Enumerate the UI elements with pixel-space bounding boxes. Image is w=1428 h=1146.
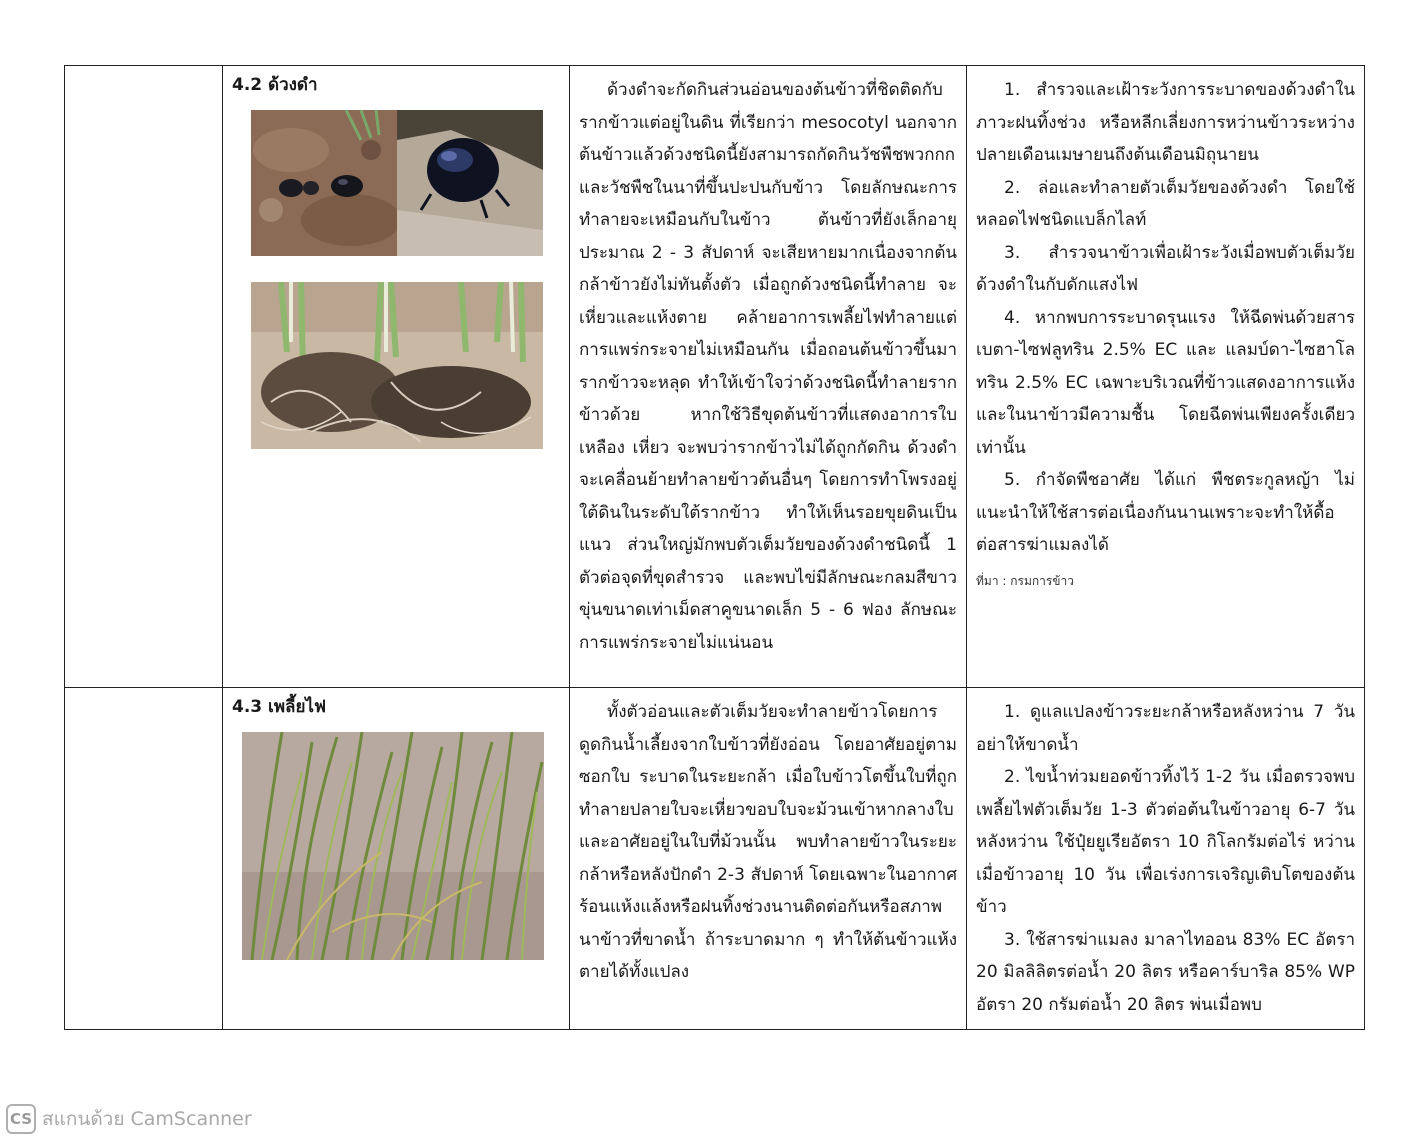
- beetle-damage-roots-photo: [251, 282, 543, 449]
- control-item: 3. สำรวจนาข้าวเพื่อเฝ้าระวังเมื่อพบตัวเต็มวัยด้วงดำในกับดักแสงไฟ: [976, 242, 1355, 295]
- pest-description: ด้วงดำจะกัดกินส่วนอ่อนของต้นข้าวที่ชิดติดกับรากข้าวแต่อยู่ในดิน ที่เรียกว่า mesocotyl นอกจากต้นข้าวแล้วด้วงชนิดนี้ยังสามารถกัดกินวัชพืชพวกกก และวัชพืชในนาที่ขึ้นปะปนกับข้าว โดยลักษณะการทำลายจะเหมือนกับในข้าว ต้นข้าวที่ยังเล็กอายุประมาณ 2 - 3 สัปดาห์ จะเสียหายมากเนื่องจากต้นกล้าข้าวยังไม่ทันตั้งตัว เมื่อถูกด้วงชนิดนี้ทำลาย จะเหี่ยวและแห้งตาย คล้ายอาการเพลี้ยไฟทำลายแต่การแพร่กระจายไม่เหมือนกัน เมื่อถอนต้นข้าวขึ้นมารากข้าวจะหลุด ทำให้เข้าใจว่าด้วงชนิดนี้ทำลายรากข้าวด้วย หากใช้วิธีขุดต้นข้าวที่แสดงอาการใบเหลือง เหี่ยว จะพบว่ารากข้าวไม่ได้ถูกกัดกิน ด้วงดำจะเคลื่อนย้ายทำลายข้าวต้นอื่นๆ โดยการทำโพรงอยู่ใต้ดินในระดับใต้รากข้าว ทำให้เห็นรอยขุยดินเป็นแนว ส่วนใหญ่มักพบตัวเต็มวัยของด้วงดำชนิดนี้ 1 ตัวต่อจุดที่ขุดสำรวจ และพบไข่มีลักษณะกลมสีขาวขุ่นขนาดเท่าเม็ดสาคูขนาดเล็ก 5 - 6 ฟอง ลักษณะการแพร่กระจายไม่แน่นอน: [579, 80, 957, 653]
- control-item: 4. หากพบการระบาดรุนแรง ให้ฉีดพ่นด้วยสารเบตา-ไซฟลูทริน 2.5% EC และ แลมบ์ดา-ไซฮาโลทริน 2.5% EC เฉพาะบริเวณที่ข้าวแสดงอาการแห้ง และในนาข้าวมีความชื้น โดยฉีดพ่นเพียงครั้งเดียวเท่านั้น: [976, 307, 1355, 458]
- description-cell: [570, 66, 967, 688]
- control-item: 1. ดูแลแปลงข้าวระยะกล้าหรือหลังหว่าน 7 วัน อย่าให้ขาดน้ำ: [976, 702, 1355, 755]
- pest-heading: 4.3 เพลี้ยไฟ: [232, 697, 327, 717]
- pest-name-cell: [223, 688, 570, 1030]
- table-row: [65, 66, 1365, 688]
- camscanner-watermark: [6, 1104, 252, 1134]
- control-item: 2. ไขน้ำท่วมยอดข้าวทิ้งไว้ 1-2 วัน เมื่อตรวจพบเพลี้ยไฟตัวเต็มวัย 1-3 ตัวต่อต้นในข้าวอายุ 6-7 วันหลังหว่าน ใช้ปุ๋ยยูเรียอัตรา 10 กิโลกรัมต่อไร่ หว่านเมื่อข้าวอายุ 10 วัน เพื่อเร่งการเจริญเติบโตของต้นข้าว: [976, 767, 1355, 917]
- empty-cell: [65, 688, 223, 1030]
- table-row: [65, 688, 1365, 1030]
- pest-description: ทั้งตัวอ่อนและตัวเต็มวัยจะทำลายข้าวโดยการดูดกินน้ำเลี้ยงจากใบข้าวที่ยังอ่อน โดยอาศัยอยู่ตามซอกใบ ระบาดในระยะกล้า เมื่อใบข้าวโตขึ้นใบที่ถูกทำลายปลายใบจะเหี่ยวขอบใบจะม้วนเข้าหากลางใบและอาศัยอยู่ในใบที่ม้วนนั้น พบทำลายข้าวในระยะกล้าหรือหลังปักดำ 2-3 สัปดาห์ โดยเฉพาะในอากาศร้อนแห้งแล้งหรือฝนทิ้งช่วงนานติดต่อกันหรือสภาพนาข้าวที่ขาดน้ำ ถ้าระบาดมาก ๆ ทำให้ต้นข้าวแห้งตายได้ทั้งแปลง: [579, 702, 957, 982]
- pest-heading: 4.2 ด้วงดำ: [232, 75, 318, 95]
- pest-table: [64, 65, 1365, 1030]
- control-cell: [967, 688, 1365, 1030]
- empty-cell: [65, 66, 223, 688]
- description-cell: [570, 688, 967, 1030]
- thrips-rice-field-photo: [242, 732, 544, 960]
- black-beetle-photo: [251, 110, 543, 256]
- control-item: 3. ใช้สารฆ่าแมลง มาลาไทออน 83% EC อัตรา 20 มิลลิลิตรต่อน้ำ 20 ลิตร หรือคาร์บาริล 85% WP อัตรา 20 กรัมต่อน้ำ 20 ลิตร พ่นเมื่อพบ: [976, 929, 1355, 1015]
- source-note: ที่มา : กรมการข้าว: [976, 573, 1074, 588]
- control-item: 1. สำรวจและเฝ้าระวังการระบาดของด้วงดำในภาวะฝนทิ้งช่วง หรือหลีกเลี่ยงการหว่านข้าวระหว่างปลายเดือนเมษายนถึงต้นเดือนมิถุนายน: [976, 80, 1355, 165]
- pest-name-cell: [223, 66, 570, 688]
- watermark-text: สแกนด้วย CamScanner: [42, 1108, 252, 1130]
- control-item: 2. ล่อและทำลายตัวเต็มวัยของด้วงดำ โดยใช้หลอดไฟชนิดแบล็กไลท์: [976, 177, 1355, 230]
- camscanner-logo-icon: CS: [6, 1104, 36, 1134]
- control-item: 5. กำจัดพืชอาศัย ได้แก่ พืชตระกูลหญ้า ไม่แนะนำให้ใช้สารต่อเนื่องกันนานเพราะจะทำให้ดื้อต่อสารฆ่าแมลงได้: [976, 470, 1355, 555]
- control-cell: [967, 66, 1365, 688]
